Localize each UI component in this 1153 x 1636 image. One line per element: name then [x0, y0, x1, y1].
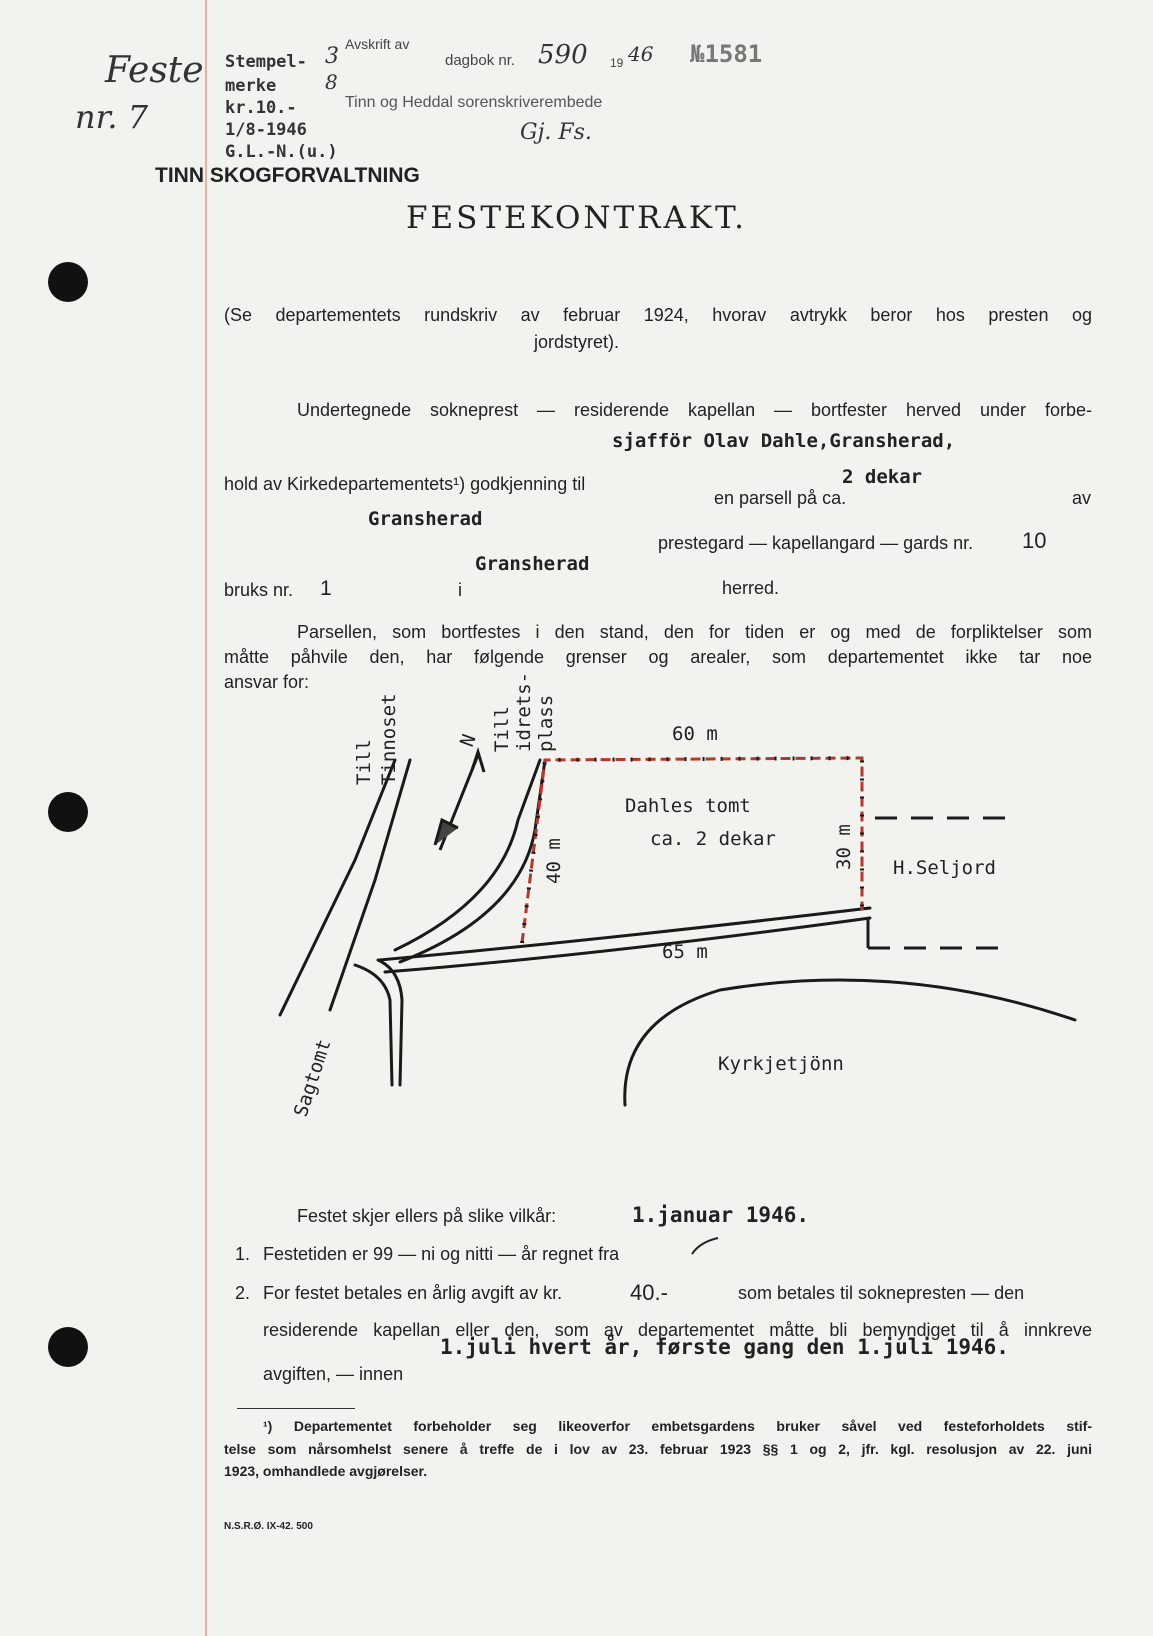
start-date: 1.januar 1946. — [632, 1203, 810, 1227]
para2-line1: Parsellen, som bortfestes i den stand, den for tiden er og med de forpliktelser som — [297, 622, 1092, 642]
office-line: Tinn og Heddal sorenskriverembede — [345, 94, 603, 111]
road-to-sports-ground — [395, 760, 540, 950]
label-bottom-length: 65 m — [662, 941, 708, 963]
term1-number: 1. — [235, 1244, 251, 1264]
para2-line2: måtte påhvile den, har følgende grenser og arealer, som departementet ikke tar noe — [224, 647, 1092, 667]
term2-text-a: For festet betales en årlig avgift av kr. — [263, 1283, 563, 1303]
label-neighbor: H.Seljord — [893, 857, 996, 879]
term1-text: Festetiden er 99 — ni og nitti — år regnet fra — [263, 1244, 620, 1264]
para1-line5a: bruks nr. — [224, 580, 294, 600]
label-till-1: Till — [353, 739, 375, 785]
term2-line3: avgiften, — innen — [263, 1364, 404, 1384]
intro-line1: (Se departementets rundskriv av februar 1924, hvorav avtrykk beror hos presten og — [224, 305, 1092, 325]
terms-intro: Festet skjer ellers på slike vilkår: — [297, 1206, 557, 1226]
print-code: N.S.R.Ø. IX-42. 500 — [224, 1521, 313, 1532]
para1-line3b: av — [1072, 488, 1092, 508]
label-plot-name: Dahles tomt — [625, 795, 751, 817]
footnote-line1: ¹) Departementet forbeholder seg likeoverfor embetsgardens bruker såvel ved festeforholdets stif- — [263, 1418, 1092, 1434]
para1-line5b: i — [458, 580, 462, 600]
term2-text-b: som betales til soknepresten — den — [738, 1283, 1025, 1303]
stamp-line1: Stempel- — [225, 52, 307, 72]
margin-note-line2: nr. 7 — [75, 98, 149, 136]
copy-label: Avskrift av — [345, 36, 410, 52]
para1-line3a: en parsell på ca. — [714, 488, 847, 508]
label-plot-area: ca. 2 dekar — [650, 828, 776, 850]
annual-fee: 40.- — [630, 1280, 668, 1305]
label-left-length: 40 m — [543, 838, 565, 884]
stamp-line2: merke — [225, 76, 277, 96]
bruks-number: 1 — [320, 577, 332, 600]
parcel-area: 2 dekar — [842, 466, 923, 488]
para1-line2: hold av Kirkedepartementets¹) godkjenning til — [224, 474, 586, 494]
page-ref-2: 8 — [325, 70, 338, 94]
label-till-2: Till — [491, 706, 513, 752]
intro-line2: jordstyret). — [533, 332, 620, 352]
page-ref: 3 — [325, 44, 339, 69]
stamp-line4: 1/8-1946 — [225, 120, 307, 140]
place-name-1: Gransherad — [368, 508, 483, 530]
north-arrow — [435, 752, 484, 850]
term2-line2: residerende kapellan eller den, som av departementet måtte bli bemyndiget til å innkreve — [263, 1320, 1092, 1340]
footnote-line2: telse som nårsomhelst senere å treffe de i lov av 23. februar 1923 §§ 1 og 2, jfr. kgl. resolusjon av 22. juni — [224, 1441, 1092, 1457]
para1-line5c: herred. — [722, 578, 780, 598]
document-title: FESTEKONTRAKT. — [405, 200, 748, 236]
handwritten-tick — [690, 1232, 720, 1262]
dagbok-label: dagbok nr. — [445, 52, 516, 69]
road-to-sawmill — [355, 965, 392, 1085]
lake-shore — [625, 980, 1075, 1105]
clerk-initials: Gj. Fs. — [520, 120, 592, 145]
lessee-name: sjafför Olav Dahle,Gransherad, — [612, 430, 956, 452]
para1-line4: prestegard — kapellangard — gards nr. — [658, 533, 974, 553]
north-label: N — [456, 731, 481, 750]
label-idrets: idrets- — [513, 671, 535, 752]
stamp-line5: G.L.-N.(u.) — [225, 142, 338, 162]
stamp-line3: kr.10.- — [225, 98, 297, 118]
para1-line1: Undertegnede sokneprest — residerende kapellan — bortfester herved under forbe- — [297, 400, 1092, 420]
place-name-2: Gransherad — [475, 553, 590, 575]
term2-number: 2. — [235, 1283, 251, 1303]
footnote-rule — [237, 1408, 355, 1409]
footnote-line3: 1923, omhandlede avgjørelser. — [224, 1463, 428, 1479]
year-prefix: 19 — [610, 56, 624, 70]
neighbor-boundary — [868, 818, 1010, 948]
label-top-length: 60 m — [672, 723, 718, 745]
dagbok-number: 590 — [538, 40, 588, 70]
label-lake: Kyrkjetjönn — [718, 1053, 844, 1075]
gards-number: 10 — [1022, 528, 1047, 553]
year-suffix: 46 — [628, 42, 654, 66]
para2-line3: ansvar for: — [224, 672, 310, 692]
label-sawmill: Sagtomt — [289, 1036, 336, 1120]
label-tinnoset: Tinnoset — [378, 693, 400, 785]
margin-note-line1: Feste — [105, 50, 204, 91]
label-plass: plass — [535, 694, 557, 752]
payment-due: 1.juli hvert år, første gang den 1.juli 1946. — [440, 1335, 1009, 1359]
road-south — [385, 918, 870, 972]
issuer-stamp: TINN SKOGFORVALTNING — [155, 164, 420, 187]
filing-stamp-number: №1581 — [690, 40, 763, 68]
road-to-sports-ground — [400, 760, 545, 962]
label-right-length: 30 m — [833, 824, 855, 870]
